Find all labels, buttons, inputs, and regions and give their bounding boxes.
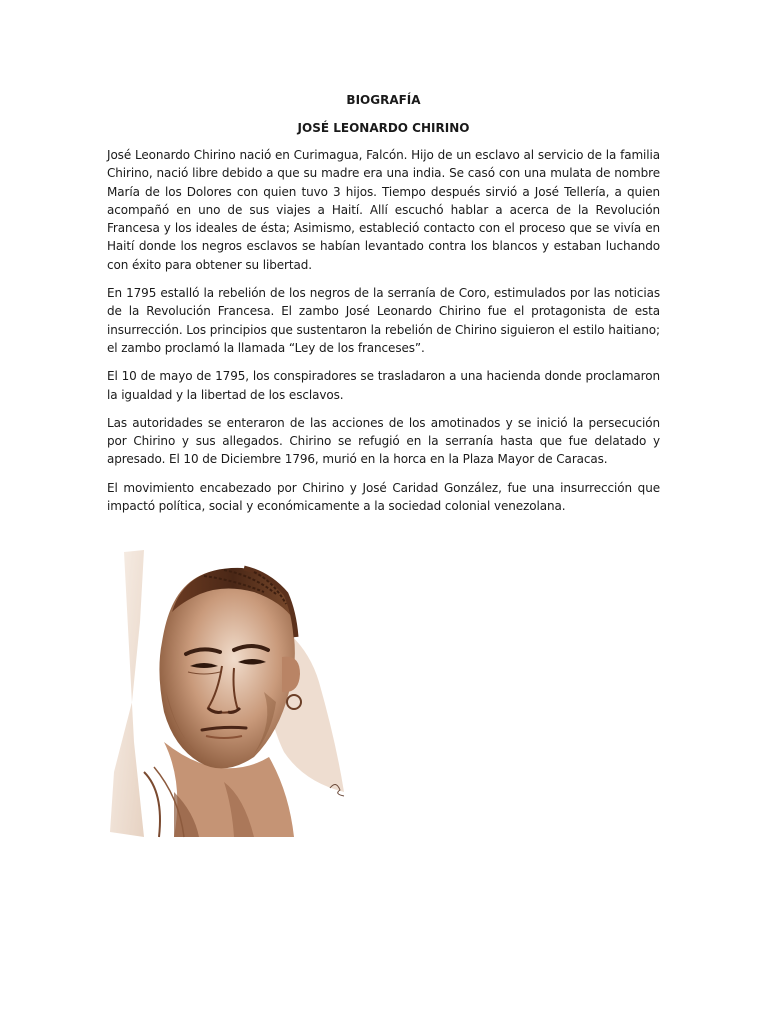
sepia-portrait-icon [104,542,350,842]
paragraph-5: El movimiento encabezado por Chirino y José Caridad González, fue una insurrección que impactó política, social y económicamente a la sociedad colonial venezolana. [107,480,660,514]
document-title: BIOGRAFÍA [346,93,421,107]
paragraph-4: Las autoridades se enteraron de las acciones de los amotinados y se inició la persecución por Chirino y sus allegados. Chirino se refugió en la serranía hasta que fue delatado y apresado. El 10 de Diciembre 1796, murió en la horca en la Plaza Mayor de Caracas. [107,415,660,467]
document-body [107,92,660,525]
portrait-illustration [104,542,350,842]
paragraph-2: En 1795 estalló la rebelión de los negros de la serranía de Coro, estimulados por las noticias de la Revolución Francesa. El zambo José Leonardo Chirino fue el protagonista de esta insurrección. Los principios que sustentaron la rebelión de Chirino siguieron el estilo haitiano; el zambo proclamó la llamada “Ley de los franceses”. [107,286,660,355]
paragraph-3: El 10 de mayo de 1795, los conspiradores se trasladaron a una hacienda donde proclamaron la igualdad y la libertad de los esclavos. [107,369,660,402]
paragraph-1: José Leonardo Chirino nació en Curimagua, Falcón. Hijo de un esclavo al servicio de la familia Chirino, nació libre debido a que su madre era una india. Se casó con una mulata de nombre María de los Dolores con quien tuvo 3 hijos. Tiempo después sirvió a José Tellería, a quien acompañó en uno de sus viajes a Haití. Allí escuchó hablar a acerca de la Revolución Francesa y los ideales de ésta; Asimismo, estableció contacto con el proceso que se vivía en Haití donde los negros esclavos se habían levantado contra los blancos y estaban luchando con éxito para obtener su libertad. [107,148,660,272]
document-subtitle: JOSÉ LEONARDO CHIRINO [297,121,470,135]
